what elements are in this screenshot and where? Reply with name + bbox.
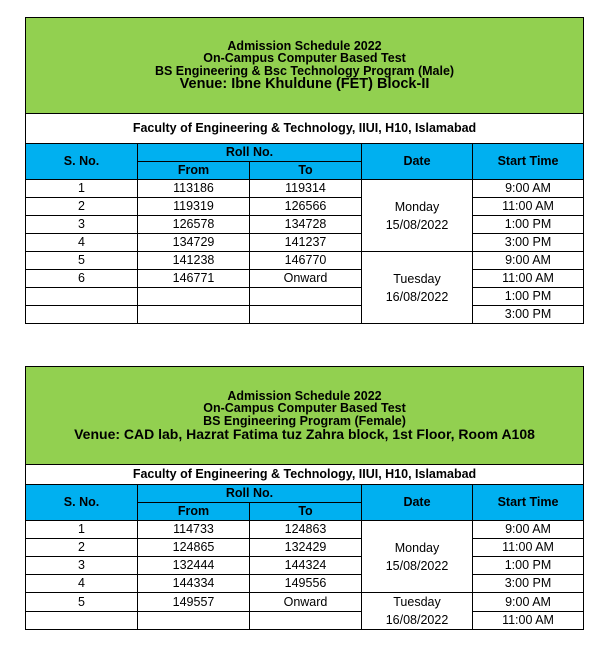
time-cell: 11:00 AM bbox=[473, 611, 584, 630]
time-cell: 3:00 PM bbox=[473, 306, 584, 324]
schedule-title bbox=[26, 18, 584, 114]
sno-header: S. No. bbox=[26, 485, 138, 521]
sno-cell: 5 bbox=[26, 593, 138, 612]
roll-from-cell bbox=[138, 288, 250, 306]
time-cell: 9:00 AM bbox=[473, 180, 584, 198]
sno-cell bbox=[26, 288, 138, 306]
title-line: Admission Schedule 2022 bbox=[227, 38, 382, 53]
roll-to-cell bbox=[250, 611, 362, 630]
faculty-line: Faculty of Engineering & Technology, IIUI, H10, Islamabad bbox=[26, 114, 584, 144]
table-row bbox=[26, 198, 584, 216]
time-cell: 1:00 PM bbox=[473, 557, 584, 575]
date-cell bbox=[362, 180, 473, 252]
table-row bbox=[26, 252, 584, 270]
title-line: Venue: Ibne Khuldune (FET) Block-II bbox=[179, 76, 430, 92]
roll-to-cell: 119314 bbox=[250, 180, 362, 198]
table-row bbox=[26, 306, 584, 324]
sno-header: S. No. bbox=[26, 144, 138, 180]
roll-from-cell: 132444 bbox=[138, 557, 250, 575]
sno-cell: 6 bbox=[26, 270, 138, 288]
roll-from-cell: 119319 bbox=[138, 198, 250, 216]
title-line: BS Engineering & Bsc Technology Program (Male) bbox=[154, 63, 455, 78]
roll-to-cell: Onward bbox=[250, 593, 362, 612]
date-cell bbox=[362, 593, 473, 630]
time-cell: 11:00 AM bbox=[473, 198, 584, 216]
time-cell: 1:00 PM bbox=[473, 288, 584, 306]
time-cell: 9:00 AM bbox=[473, 521, 584, 539]
sno-cell: 3 bbox=[26, 557, 138, 575]
date-label: 15/08/2022 bbox=[385, 558, 449, 573]
roll-from-cell bbox=[138, 611, 250, 630]
from-header: From bbox=[138, 162, 250, 180]
from-header: From bbox=[138, 503, 250, 521]
roll-from-cell: 134729 bbox=[138, 234, 250, 252]
time-cell: 11:00 AM bbox=[473, 539, 584, 557]
roll-from-cell: 144334 bbox=[138, 575, 250, 593]
sno-cell: 2 bbox=[26, 198, 138, 216]
roll-to-cell: 132429 bbox=[250, 539, 362, 557]
roll-from-cell: 113186 bbox=[138, 180, 250, 198]
faculty-line: Faculty of Engineering & Technology, IIUI, H10, Islamabad bbox=[26, 465, 584, 485]
date-header: Date bbox=[362, 485, 473, 521]
roll-to-cell: 141237 bbox=[250, 234, 362, 252]
title-line: Venue: CAD lab, Hazrat Fatima tuz Zahra block, 1st Floor, Room A108 bbox=[74, 426, 535, 443]
table-row bbox=[26, 270, 584, 288]
day-label: Tuesday bbox=[393, 271, 441, 286]
date-label: 16/08/2022 bbox=[385, 289, 449, 304]
roll-to-cell: 146770 bbox=[250, 252, 362, 270]
roll-from-cell: 146771 bbox=[138, 270, 250, 288]
roll-to-cell: 124863 bbox=[250, 521, 362, 539]
table-row bbox=[26, 611, 584, 630]
time-cell: 3:00 PM bbox=[473, 234, 584, 252]
sno-cell: 2 bbox=[26, 539, 138, 557]
start-time-header: Start Time bbox=[473, 485, 584, 521]
table-row bbox=[26, 216, 584, 234]
day-label: Monday bbox=[394, 199, 440, 214]
date-label: 15/08/2022 bbox=[385, 217, 449, 232]
date-label: 16/08/2022 bbox=[385, 613, 449, 627]
sno-cell: 3 bbox=[26, 216, 138, 234]
day-label: Tuesday bbox=[393, 595, 441, 609]
table-row bbox=[26, 234, 584, 252]
sno-cell bbox=[26, 611, 138, 630]
table-row bbox=[26, 593, 584, 612]
time-cell: 1:00 PM bbox=[473, 216, 584, 234]
roll-from-cell: 114733 bbox=[138, 521, 250, 539]
time-cell: 11:00 AM bbox=[473, 270, 584, 288]
start-time-header: Start Time bbox=[473, 144, 584, 180]
roll-to-cell: 126566 bbox=[250, 198, 362, 216]
schedule-table-female bbox=[25, 366, 584, 630]
roll-to-cell: 149556 bbox=[250, 575, 362, 593]
roll-to-cell bbox=[250, 306, 362, 324]
sno-cell: 4 bbox=[26, 575, 138, 593]
schedule-title bbox=[26, 367, 584, 465]
roll-from-cell: 141238 bbox=[138, 252, 250, 270]
time-cell: 9:00 AM bbox=[473, 593, 584, 612]
date-cell bbox=[362, 252, 473, 324]
date-cell bbox=[362, 521, 473, 593]
time-cell: 3:00 PM bbox=[473, 575, 584, 593]
sno-cell: 4 bbox=[26, 234, 138, 252]
roll-to-cell bbox=[250, 288, 362, 306]
sno-cell: 1 bbox=[26, 521, 138, 539]
time-cell: 9:00 AM bbox=[473, 252, 584, 270]
date-header: Date bbox=[362, 144, 473, 180]
title-line: On-Campus Computer Based Test bbox=[203, 401, 406, 416]
roll-from-cell bbox=[138, 306, 250, 324]
table-row bbox=[26, 557, 584, 575]
title-line: On-Campus Computer Based Test bbox=[203, 51, 406, 65]
to-header: To bbox=[250, 162, 362, 180]
roll-from-cell: 124865 bbox=[138, 539, 250, 557]
table-row bbox=[26, 575, 584, 593]
title-line: BS Engineering Program (Female) bbox=[203, 413, 406, 428]
sno-cell: 1 bbox=[26, 180, 138, 198]
roll-to-cell: Onward bbox=[250, 270, 362, 288]
table-row bbox=[26, 539, 584, 557]
roll-no-header: Roll No. bbox=[138, 485, 362, 503]
table-row bbox=[26, 288, 584, 306]
roll-from-cell: 126578 bbox=[138, 216, 250, 234]
roll-to-cell: 134728 bbox=[250, 216, 362, 234]
title-line: Admission Schedule 2022 bbox=[227, 388, 382, 403]
roll-no-header: Roll No. bbox=[138, 144, 362, 162]
table-row bbox=[26, 521, 584, 539]
roll-to-cell: 144324 bbox=[250, 557, 362, 575]
to-header: To bbox=[250, 503, 362, 521]
sno-cell: 5 bbox=[26, 252, 138, 270]
roll-from-cell: 149557 bbox=[138, 593, 250, 612]
sno-cell bbox=[26, 306, 138, 324]
table-row bbox=[26, 180, 584, 198]
day-label: Monday bbox=[394, 540, 440, 555]
schedule-table-male bbox=[25, 17, 584, 324]
